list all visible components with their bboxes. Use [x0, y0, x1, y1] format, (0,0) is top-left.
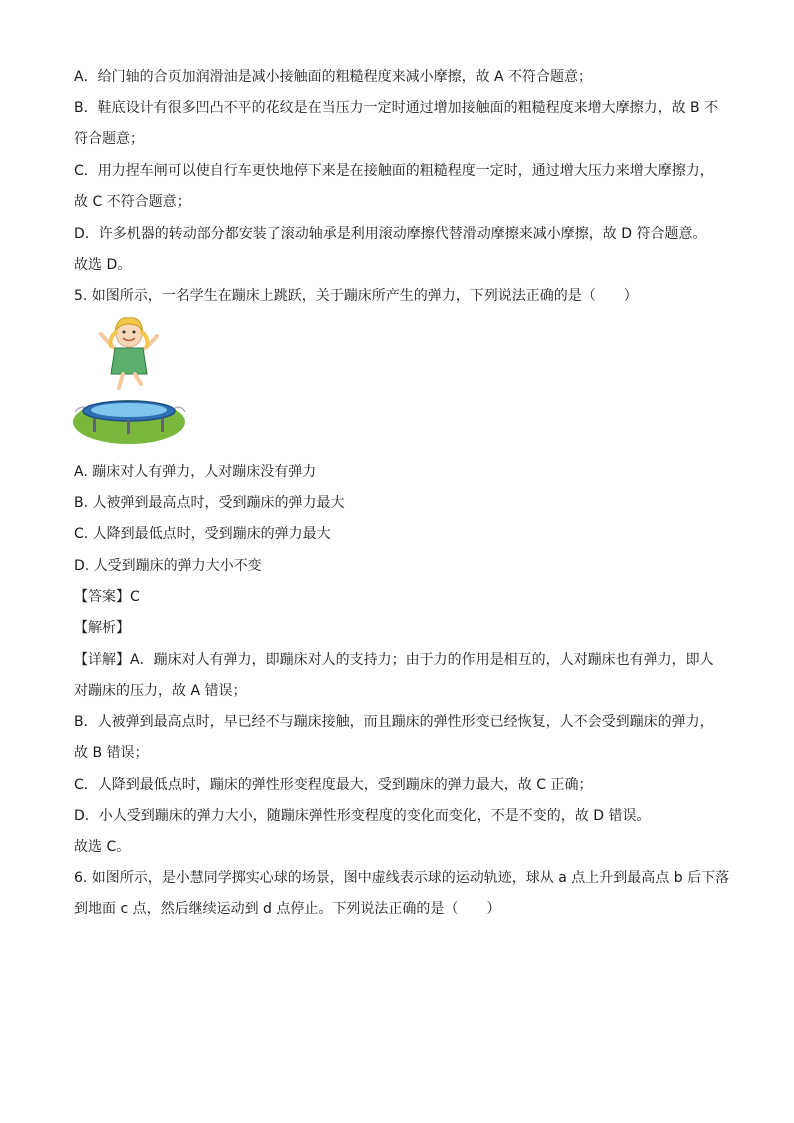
- q4-final-choice: 故选 D。: [74, 257, 132, 273]
- q5-detail-line: 对蹦床的压力，故 A 错误；: [74, 683, 247, 699]
- q6-stem: 6. 如图所示，是小慧同学掷实心球的场景，图中虚线表示球的运动轨迹，球从 a 点上升到最高点 b 后下落: [74, 870, 730, 886]
- q5-option-d: D. 人受到蹦床的弹力大小不变: [74, 558, 262, 574]
- q5-final-choice: 故选 C。: [74, 839, 131, 855]
- q5-stem: 5. 如图所示，一名学生在蹦床上跳跃，关于蹦床所产生的弹力，下列说法正确的是（ ）: [74, 288, 638, 304]
- q5-detail-line: D．小人受到蹦床的弹力大小，随蹦床弹性形变程度的变化而变化，不是不变的，故 D 错误。: [74, 808, 651, 824]
- trampoline-leg: [161, 418, 164, 432]
- q6-stem-cont: 到地面 c 点，然后继续运动到 d 点停止。下列说法正确的是（ ）: [74, 901, 501, 917]
- q4-option-c-analysis-cont: 故 C 不符合题意；: [74, 194, 191, 210]
- trampoline-leg: [127, 420, 130, 434]
- trampoline-mat: [91, 403, 167, 417]
- trampoline-leg: [93, 418, 96, 432]
- q5-detail-line: 故 B 错误；: [74, 745, 149, 761]
- trampoline-illustration: [73, 312, 185, 446]
- q4-option-b-analysis-cont: 符合题意；: [74, 131, 144, 147]
- jumping-girl: [101, 318, 157, 388]
- q4-option-c-analysis: C．用力捏车闸可以使自行车更快地停下来是在接触面的粗糙程度一定时，通过增大压力来增大摩擦力，: [74, 163, 714, 179]
- q5-detail-line: B．人被弹到最高点时，早已经不与蹦床接触，而且蹦床的弹性形变已经恢复，人不会受到蹦床的弹力，: [74, 714, 714, 730]
- q4-option-a-analysis: A．给门轴的合页加润滑油是减小接触面的粗糙程度来减小摩擦，故 A 不符合题意；: [74, 69, 593, 85]
- q5-option-c: C. 人降到最低点时，受到蹦床的弹力最大: [74, 526, 331, 542]
- q4-option-b-analysis: B．鞋底设计有很多凹凸不平的花纹是在当压力一定时通过增加接触面的粗糙程度来增大摩擦力，故 B 不: [74, 100, 719, 116]
- q4-option-d-analysis: D．许多机器的转动部分都安装了滚动轴承是利用滚动摩擦代替滑动摩擦来减小摩擦，故 D 符合题意。: [74, 226, 707, 242]
- q5-analysis-heading: 【解析】: [74, 620, 130, 636]
- q5-detail-line: 【详解】A．蹦床对人有弹力，即蹦床对人的支持力；由于力的作用是相互的，人对蹦床也有弹力，即人: [74, 652, 714, 668]
- q5-option-b: B. 人被弹到最高点时，受到蹦床的弹力最大: [74, 495, 345, 511]
- q5-detail-line: C．人降到最低点时，蹦床的弹性形变程度最大，受到蹦床的弹力最大，故 C 正确；: [74, 777, 593, 793]
- q5-option-a: A. 蹦床对人有弹力，人对蹦床没有弹力: [74, 464, 317, 480]
- q5-answer: 【答案】C: [74, 589, 140, 605]
